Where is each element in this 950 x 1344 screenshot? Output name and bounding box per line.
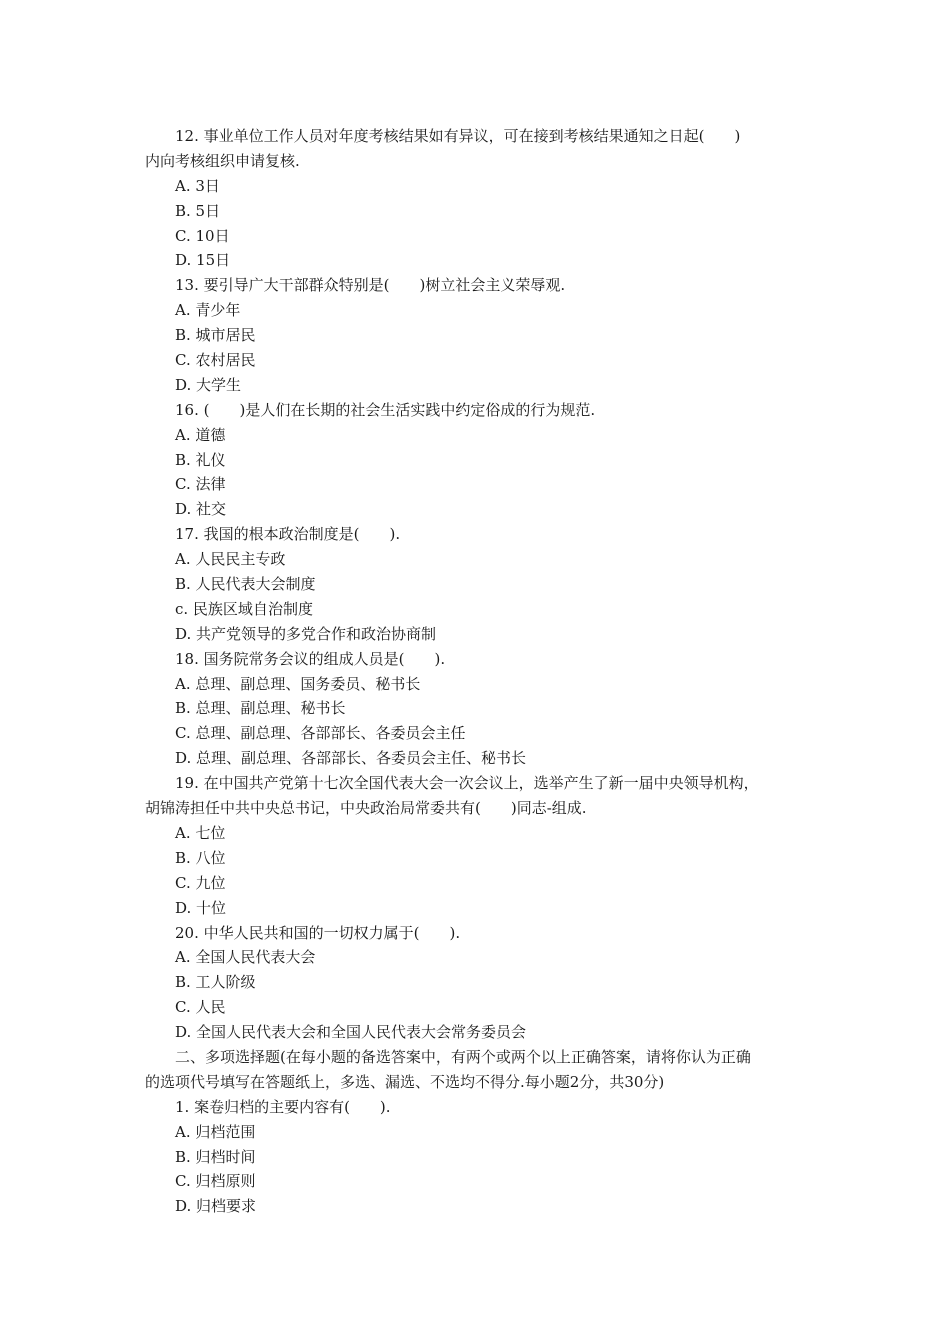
question-20-option-a: A. 全国人民代表大会 [175, 948, 316, 967]
mc-question-1-option-c: C. 归档原则 [175, 1172, 256, 1191]
question-13-option-a: A. 青少年 [175, 301, 241, 320]
question-18-option-a: A. 总理、副总理、国务委员、秘书长 [175, 674, 421, 693]
question-12-option-b: B. 5日 [175, 201, 221, 220]
section-2-heading: 二、多项选择题(在每小题的备选答案中，有两个或两个以上正确答案，请将你认为正确 [175, 1047, 751, 1066]
question-16-option-a: A. 道德 [175, 425, 226, 444]
question-19-option-c: C. 九位 [175, 873, 226, 892]
mc-question-1-option-a: A. 归档范围 [175, 1122, 256, 1141]
question-20-option-d: D. 全国人民代表大会和全国人民代表大会常务委员会 [175, 1023, 527, 1042]
question-16-option-b: B. 礼仪 [175, 450, 226, 469]
question-18-option-b: B. 总理、副总理、秘书长 [175, 699, 346, 718]
question-18-stem: 18. 国务院常务会议的组成人员是( ). [175, 649, 446, 668]
question-16-option-d: D. 社交 [175, 500, 227, 519]
question-13-option-d: D. 大学生 [175, 375, 242, 394]
question-13-option-b: B. 城市居民 [175, 326, 256, 345]
question-17-option-c: c. 民族区域自治制度 [175, 599, 313, 618]
mc-question-1-option-d: D. 归档要求 [175, 1197, 257, 1216]
question-20-option-b: B. 工人阶级 [175, 973, 256, 992]
mc-question-1-stem: 1. 案卷归档的主要内容有( ). [175, 1097, 391, 1116]
question-17-stem: 17. 我国的根本政治制度是( ). [175, 525, 401, 544]
question-13-option-c: C. 农村居民 [175, 351, 256, 370]
question-19-option-a: A. 七位 [175, 823, 226, 842]
question-20-stem: 20. 中华人民共和国的一切权力属于( ). [175, 923, 461, 942]
question-12-option-d: D. 15日 [175, 251, 231, 270]
question-17-option-b: B. 人民代表大会制度 [175, 575, 316, 594]
question-18-option-d: D. 总理、副总理、各部部长、各委员会主任、秘书长 [175, 749, 527, 768]
question-19-stem-continued: 胡锦涛担任中共中央总书记，中央政治局常委共有( )同志-组成. [145, 799, 587, 818]
question-19-option-b: B. 八位 [175, 848, 226, 867]
question-16-option-c: C. 法律 [175, 475, 226, 494]
question-19-stem: 19. 在中国共产党第十七次全国代表大会一次会议上，选举产生了新一届中央领导机构， [175, 774, 759, 793]
question-20-option-c: C. 人民 [175, 998, 226, 1017]
question-16-stem: 16. ( )是人们在长期的社会生活实践中约定俗成的行为规范. [175, 400, 596, 419]
question-12-stem: 12. 事业单位工作人员对年度考核结果如有异议，可在接到考核结果通知之日起( ) [175, 127, 741, 145]
question-19-option-d: D. 十位 [175, 898, 227, 917]
question-12-stem-continued: 内向考核组织申请复核. [145, 151, 300, 170]
question-18-option-c: C. 总理、副总理、各部部长、各委员会主任 [175, 724, 466, 743]
section-2-heading-continued: 的选项代号填写在答题纸上，多选、漏选、不选均不得分.每小题2分，共30分) [145, 1072, 665, 1091]
question-12-option-a: A. 3日 [175, 176, 220, 195]
question-17-option-a: A. 人民民主专政 [175, 550, 286, 569]
question-17-option-d: D. 共产党领导的多党合作和政治协商制 [175, 624, 437, 643]
document-body [145, 124, 825, 1219]
question-13-stem: 13. 要引导广大干部群众特别是( )树立社会主义荣辱观. [175, 276, 566, 295]
question-12-option-c: C. 10日 [175, 226, 230, 245]
mc-question-1-option-b: B. 归档时间 [175, 1147, 256, 1166]
